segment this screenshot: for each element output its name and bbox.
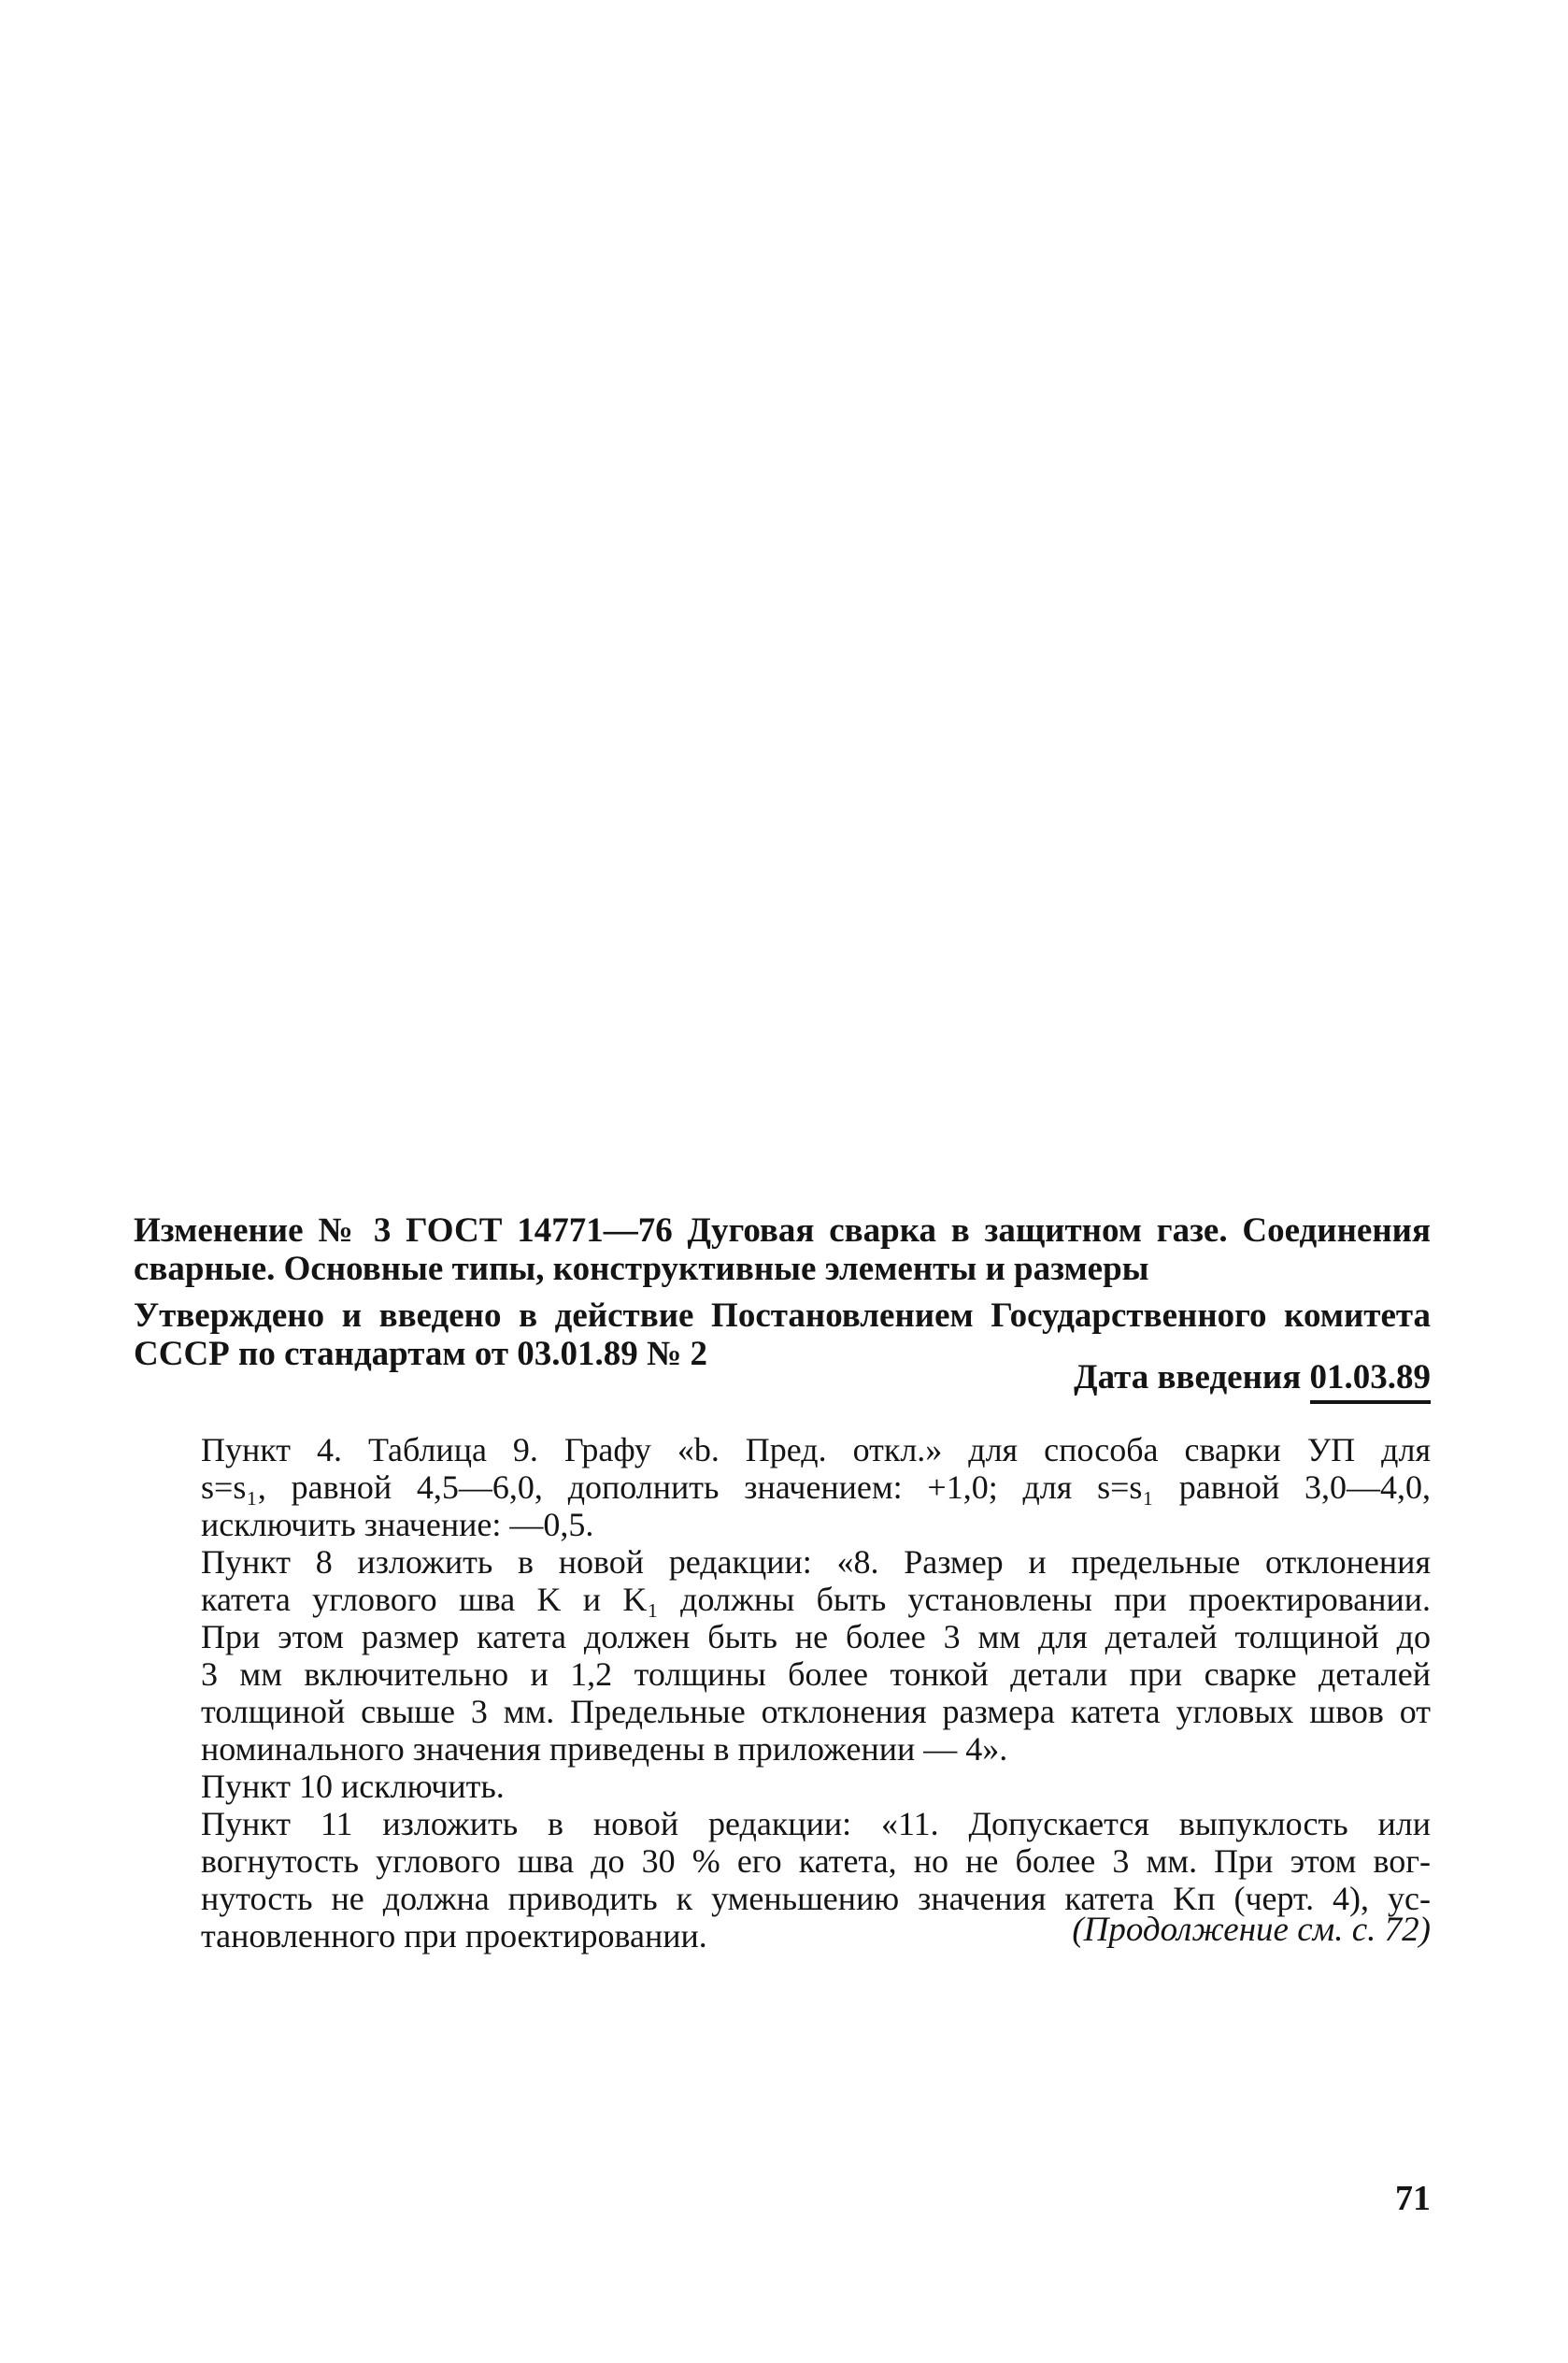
text-line: s=s₁, равной 4,5—6,0, дополнить значением: +1,0; для s=s₁ равной 3,0—4,0, [201, 1468, 1431, 1506]
continuation-note: (Продолжение см. с. 72) [1072, 1911, 1431, 1949]
text-line: толщиной свыше 3 мм. Предельные отклонения размера катета угловых швов от [201, 1693, 1431, 1730]
text-line: вогнутость углового шва до 30 % его катета, но не более 3 мм. При этом вог- [201, 1842, 1431, 1880]
text-line: номинального значения приведены в приложении — 4». [201, 1730, 1008, 1768]
amendment-title: Изменение № 3 ГОСТ 14771—76 Дуговая сварка в защитном газе. Соединения сварные. Основные типы, конструктивные элементы и размеры [134, 1211, 1431, 1288]
introduction-date-value: 01.03.89 [1310, 1358, 1432, 1404]
text-line: Пункт 8 изложить в новой редакции: «8. Размер и предельные отклонения [201, 1543, 1431, 1581]
paragraph-item-8 [134, 1543, 1431, 1768]
amendment-body [134, 1431, 1431, 1955]
introduction-date [1074, 1358, 1431, 1396]
introduction-date-label: Дата введения [1074, 1358, 1302, 1396]
text-line: Пункт 10 исключить. [201, 1768, 505, 1805]
approval-statement: Утверждено и введено в действие Постановлением Государственного комитета СССР по стандартам от 03.01.89 № 2 [134, 1296, 1431, 1373]
text-line: тановленного при проектировании. [201, 1917, 707, 1955]
text-line: нутость не должна приводить к уменьшению значения катета Kп (черт. 4), ус- [201, 1880, 1431, 1917]
text-line: катета углового шва K и K₁ должны быть установлены при проектировании. [201, 1581, 1431, 1618]
text-line: Пункт 4. Таблица 9. Графу «b. Пред. откл.» для способа сварки УП для [201, 1431, 1431, 1468]
text-line: исключить значение: —0,5. [201, 1506, 594, 1543]
page-number: 71 [1395, 2179, 1431, 2218]
text-line: Пункт 11 изложить в новой редакции: «11. Допускается выпуклость или [201, 1805, 1431, 1842]
paragraph-item-10 [134, 1768, 1431, 1805]
text-line: 3 мм включительно и 1,2 толщины более тонкой детали при сварке деталей [201, 1655, 1431, 1693]
paragraph-item-4 [134, 1431, 1431, 1543]
text-line: При этом размер катета должен быть не более 3 мм для деталей толщиной до [201, 1618, 1431, 1655]
